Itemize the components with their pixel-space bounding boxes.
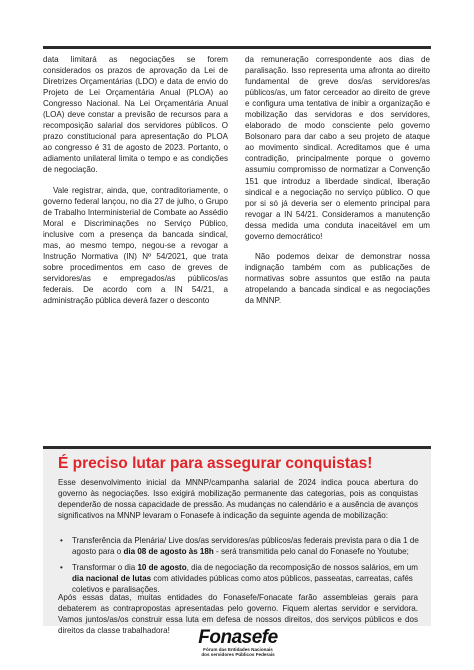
highlight-date: 10 de agosto [137,563,187,573]
right-column [245,54,430,315]
logo-subtitle: Fórum das Entidades Nacionais [203,647,273,652]
callout-intro: Esse desenvolvimento inicial da MNNP/campanha salarial de 2024 indica pouca abertura do governo às negociações. Isso exigirá mobilização permanente das categorias, pois as conquistas dependerão de nossa capacidade de pressão. As mudanças no calendário e a ausência de avanços significativos na MNNP levaram o Fonasefe à indicação da seguinte agenda de mobilização: [58,478,418,521]
list-item-text: - será transmitida pelo canal do Fonasefe no Youtube; [213,547,409,557]
list-item [58,535,420,557]
mobilization-agenda-list [58,535,420,600]
callout-closing: Após essas datas, muitas entidades do Fonasefe/Fonacate farão assembleias gerais para debaterem as contrapropostas apresentadas pelo governo. Fiquem alertas servidor e servidora. Vamos juntos/as/os construir essa luta em defesa de nossos direitos, dos serviços públicos e dos direitos da classe trabalhadora! [58,593,418,636]
paragraph: Não podemos deixar de demonstrar nossa indignação também com as publicações de normativas sobre assuntos que estão na pauta atropelando a bancada sindical e as negociações da MNNP. [245,251,430,305]
bullet-icon: • [60,536,63,545]
list-item-text: Transferência da Plenária/ Live dos/as servidores/as públicos/as federais prevista para o dia 1 de agosto para o [72,536,419,557]
paragraph: data limitará as negociações se forem considerados os prazos de aprovação da Lei de Diretrizes Orçamentárias (LDO) e data de envio do Projeto de Lei Orçamentária Anual (PLOA) ao Congresso Nacional. Na Lei Orçamentária Anual (LOA) deve constar a previsão de recursos para a recomposição salarial dos servidores públicos. O prazo constitucional para apresentação do PLOA ao congresso é 31 de agosto de 2023. Portanto, o adiamento unilateral limita o tempo e as condições de negociação. [43,55,228,175]
top-rule [43,46,431,49]
paragraph: da remuneração correspondente aos dias de paralisação. Isso representa uma afronta ao direito fundamental de greve dos/as servidores/as públicos/as, um fator cerceador ao direito de greve e configura uma tentativa de inibir a organização e mobilização das servidoras e dos servidores, elaborado de modo consciente pelo governo Bolsonaro para dar cabo a seu projeto de ataque ao movimento sindical. Acreditamos que é uma contradição, principalmente porque o governo assumiu compromisso de normatizar a Convenção 151 que introduz a liberdade sindical, liberação sindical e a negociação no serviço público. O que por si só já deveria ser o elemento principal para revogar a IN 54/21. Consideramos a manutenção dessa medida uma conduta inaceitável em um governo democrático! [245,55,430,241]
fonasefe-logo [186,628,290,657]
list-item [58,562,420,595]
paragraph: Vale registrar, ainda, que, contraditoriamente, o governo federal lançou, no dia 27 de julho, o Grupo de Trabalho Interministerial de Combate ao Assédio Moral e Discriminações no Serviço Público, inclusive com a presença da bancada sindical, mas, ao mesmo tempo, negou-se a revogar a Instrução Normativa (IN) Nº 54/2021, que trata sobre procedimentos em caso de greves de servidores/as e empregados/as públicos/as federais. De acordo com a IN 54/21, a administração pública deverá fazer o desconto [43,185,228,305]
highlight-event: dia nacional de lutas [72,574,152,584]
highlight-date: dia 08 de agosto às 18h [123,547,214,557]
list-item-text: com atividades públicas como atos públicos, passeatas, carreatas, cafés coletivos e paralisações. [72,574,413,595]
list-item-text: , dia de negociação da recomposição de nossos salários, em um [186,563,418,573]
logo-wordmark: Fonasefe [198,627,278,648]
left-column [43,54,228,315]
list-item-text: Transformar o dia [72,563,138,573]
callout-title: É preciso lutar para assegurar conquistas! [58,455,373,472]
logo-subtitle: dos servidores Públicos Federais [201,652,275,658]
bullet-icon: • [60,563,63,573]
